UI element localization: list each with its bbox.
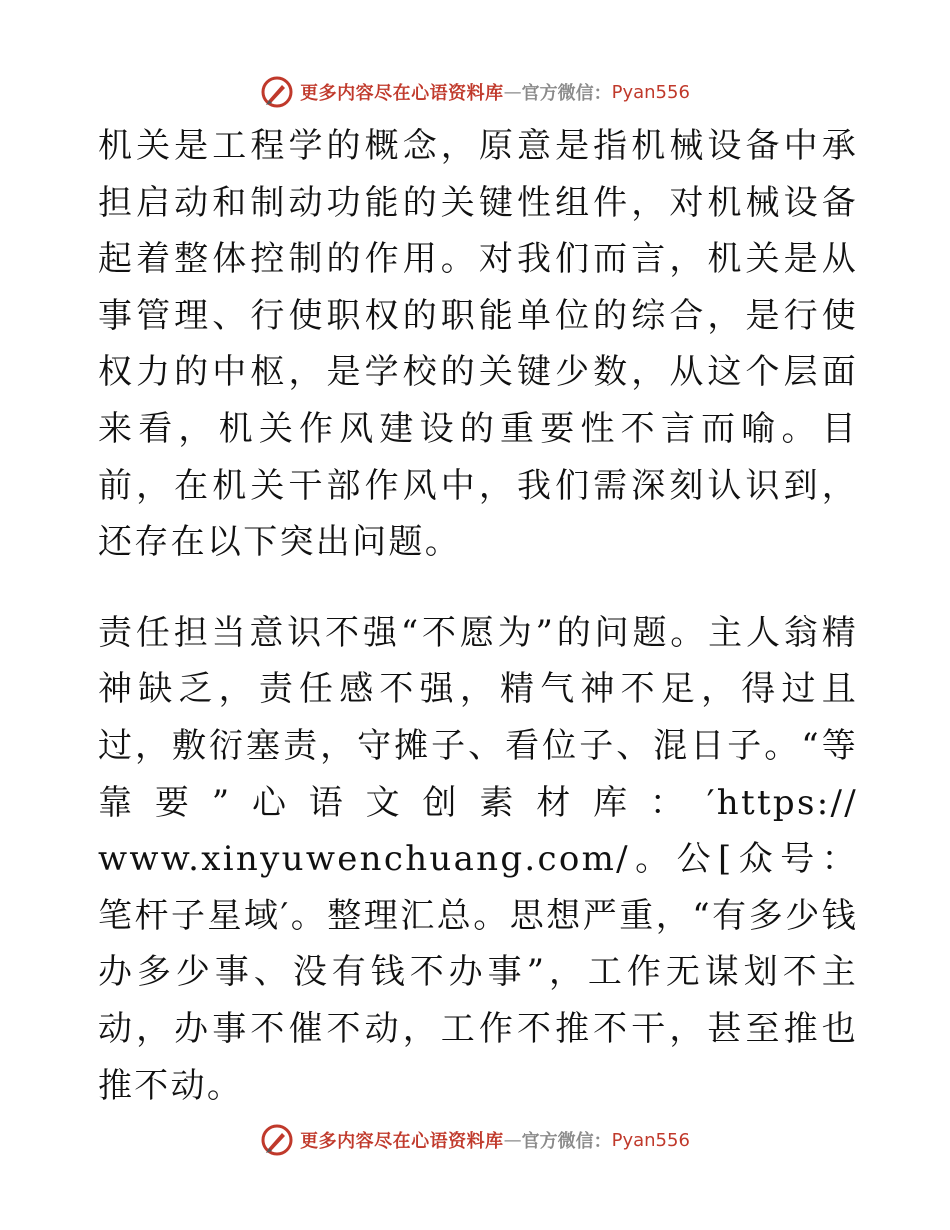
footer-banner <box>0 1120 950 1160</box>
banner-official-label: 官方微信： <box>521 1131 612 1152</box>
banner-official-label: 官方微信： <box>521 83 612 104</box>
banner-wechat-id: Pyan556 <box>611 81 690 103</box>
red-circle-pen-logo-icon <box>260 75 294 109</box>
document-body <box>98 118 858 1114</box>
header-banner <box>0 72 950 112</box>
banner-main-text: 更多内容尽在心语资料库 <box>300 1131 504 1152</box>
paragraph: 机关是工程学的概念，原意是指机械设备中承担启动和制动功能的关键性组件，对机械设备起着整体控制的作用。对我们而言，机关是从事管理、行使职权的职能单位的综合，是行使权力的中枢，是学校的关键少数，从这个层面来看，机关作风建设的重要性不言而喻。目前，在机关干部作风中，我们需深刻认识到，还存在以下突出问题。 <box>98 126 858 563</box>
banner-dash: — <box>503 81 522 103</box>
red-circle-pen-logo-icon <box>260 1123 294 1157</box>
banner-main-text: 更多内容尽在心语资料库 <box>300 83 504 104</box>
paragraph: 责任担当意识不强“不愿为”的问题。主人翁精神缺乏，责任感不强，精气神不足，得过且过，敷衍塞责，守摊子、看位子、混日子。“等靠要”心语文创素材库：′https:// www.xinyuwenchuang.com/。公[众号：笔杆子星域′。整理汇总。思想严重，“有多少钱办多少事、没有钱不办事”，工作无谋划不主动，办事不催不动，工作不推不干，甚至推也推不动。 <box>98 612 858 1106</box>
banner-dash: — <box>503 1129 522 1151</box>
banner-wechat-id: Pyan556 <box>611 1129 690 1151</box>
